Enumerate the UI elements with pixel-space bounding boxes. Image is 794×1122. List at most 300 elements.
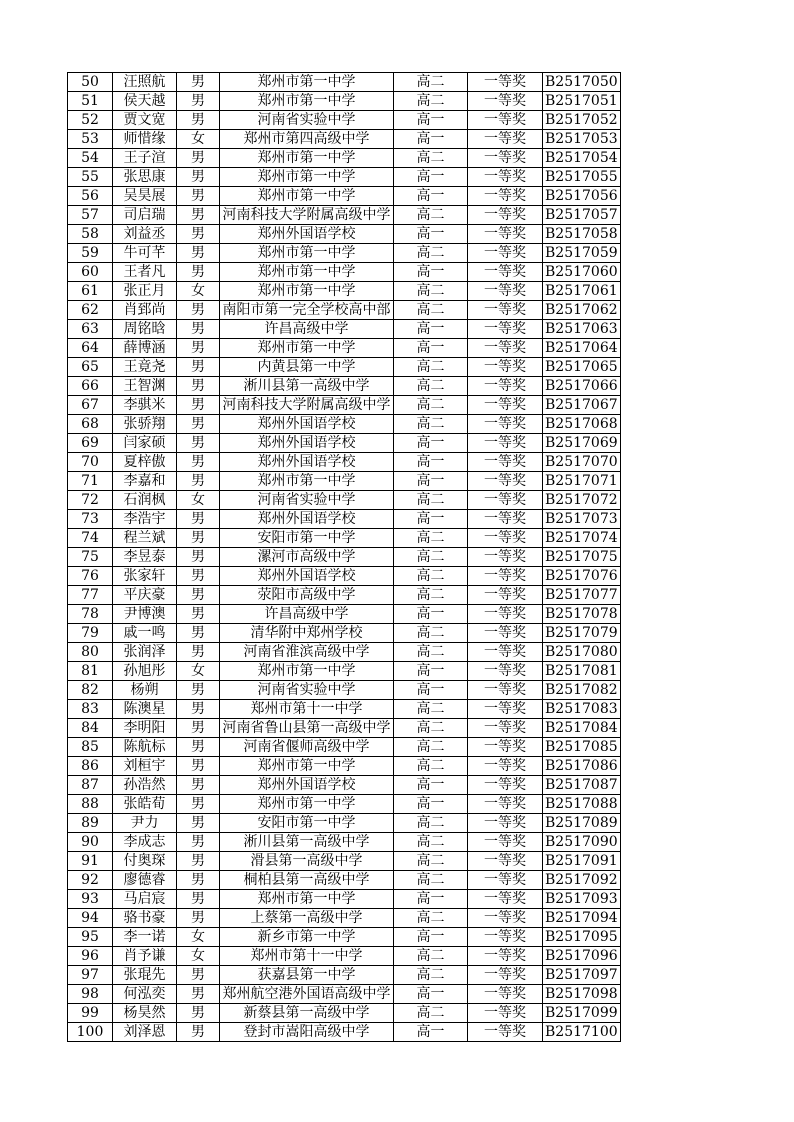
table-row [68,472,621,491]
student-gender-cell: 男 [177,187,220,206]
school-name-cell: 许昌高级中学 [220,320,394,339]
grade-level-cell: 高二 [394,206,468,225]
certificate-code-cell: B2517059 [543,244,621,263]
grade-level-cell: 高二 [394,415,468,434]
certificate-code-cell: B2517061 [543,282,621,301]
student-gender-cell: 女 [177,491,220,510]
student-name-cell: 马启宸 [113,890,177,909]
student-gender-cell: 男 [177,909,220,928]
student-name-cell: 李骐米 [113,396,177,415]
school-name-cell: 南阳市第一完全学校高中部 [220,301,394,320]
certificate-code-cell: B2517053 [543,130,621,149]
grade-level-cell: 高二 [394,491,468,510]
student-name-cell: 杨朔 [113,681,177,700]
award-level-cell: 一等奖 [468,187,543,206]
table-row [68,320,621,339]
school-name-cell: 上蔡第一高级中学 [220,909,394,928]
student-gender-cell: 男 [177,548,220,567]
school-name-cell: 河南省实验中学 [220,681,394,700]
award-level-cell: 一等奖 [468,111,543,130]
table-row [68,149,621,168]
table-row [68,282,621,301]
row-number-cell: 97 [68,966,113,985]
school-name-cell: 郑州外国语学校 [220,225,394,244]
school-name-cell: 淅川县第一高级中学 [220,377,394,396]
certificate-code-cell: B2517100 [543,1023,621,1042]
grade-level-cell: 高二 [394,643,468,662]
student-gender-cell: 男 [177,605,220,624]
certificate-code-cell: B2517089 [543,814,621,833]
certificate-code-cell: B2517095 [543,928,621,947]
student-name-cell: 陈澳星 [113,700,177,719]
certificate-code-cell: B2517060 [543,263,621,282]
table-row [68,833,621,852]
grade-level-cell: 高一 [394,263,468,282]
grade-level-cell: 高二 [394,1004,468,1023]
award-level-cell: 一等奖 [468,700,543,719]
table-row [68,605,621,624]
award-level-cell: 一等奖 [468,814,543,833]
student-name-cell: 刘泽恩 [113,1023,177,1042]
certificate-code-cell: B2517064 [543,339,621,358]
school-name-cell: 郑州市第一中学 [220,73,394,92]
student-name-cell: 孙旭彤 [113,662,177,681]
table-row [68,586,621,605]
student-gender-cell: 男 [177,396,220,415]
row-number-cell: 66 [68,377,113,396]
award-level-cell: 一等奖 [468,890,543,909]
certificate-code-cell: B2517074 [543,529,621,548]
certificate-code-cell: B2517075 [543,548,621,567]
student-gender-cell: 男 [177,358,220,377]
school-name-cell: 河南省实验中学 [220,111,394,130]
school-name-cell: 桐柏县第一高级中学 [220,871,394,890]
table-row [68,491,621,510]
award-level-cell: 一等奖 [468,757,543,776]
student-gender-cell: 男 [177,73,220,92]
student-name-cell: 何泓奕 [113,985,177,1004]
school-name-cell: 安阳市第一中学 [220,814,394,833]
award-level-cell: 一等奖 [468,871,543,890]
award-level-cell: 一等奖 [468,301,543,320]
table-row [68,301,621,320]
row-number-cell: 91 [68,852,113,871]
award-roster-table [67,72,621,1042]
certificate-code-cell: B2517083 [543,700,621,719]
school-name-cell: 郑州市第一中学 [220,472,394,491]
certificate-code-cell: B2517067 [543,396,621,415]
table-row [68,434,621,453]
table-row [68,928,621,947]
certificate-code-cell: B2517091 [543,852,621,871]
student-name-cell: 吴昊展 [113,187,177,206]
grade-level-cell: 高二 [394,871,468,890]
row-number-cell: 86 [68,757,113,776]
row-number-cell: 96 [68,947,113,966]
student-name-cell: 王智渊 [113,377,177,396]
student-gender-cell: 男 [177,301,220,320]
table-row [68,1004,621,1023]
student-name-cell: 尹力 [113,814,177,833]
student-name-cell: 张正月 [113,282,177,301]
certificate-code-cell: B2517081 [543,662,621,681]
grade-level-cell: 高一 [394,472,468,491]
row-number-cell: 98 [68,985,113,1004]
award-level-cell: 一等奖 [468,928,543,947]
grade-level-cell: 高二 [394,947,468,966]
certificate-code-cell: B2517078 [543,605,621,624]
student-name-cell: 孙浩然 [113,776,177,795]
student-name-cell: 张皓荀 [113,795,177,814]
table-row [68,909,621,928]
certificate-code-cell: B2517097 [543,966,621,985]
award-level-cell: 一等奖 [468,985,543,1004]
grade-level-cell: 高二 [394,244,468,263]
row-number-cell: 76 [68,567,113,586]
table-row [68,244,621,263]
award-level-cell: 一等奖 [468,567,543,586]
row-number-cell: 85 [68,738,113,757]
grade-level-cell: 高二 [394,92,468,111]
grade-level-cell: 高一 [394,662,468,681]
school-name-cell: 河南科技大学附属高级中学 [220,396,394,415]
table-row [68,624,621,643]
student-gender-cell: 男 [177,320,220,339]
student-gender-cell: 男 [177,833,220,852]
grade-level-cell: 高二 [394,358,468,377]
table-row [68,377,621,396]
student-name-cell: 杨昊然 [113,1004,177,1023]
table-row [68,738,621,757]
award-roster-body [68,73,621,1042]
award-level-cell: 一等奖 [468,795,543,814]
student-gender-cell: 男 [177,586,220,605]
table-row [68,966,621,985]
row-number-cell: 70 [68,453,113,472]
row-number-cell: 88 [68,795,113,814]
student-gender-cell: 男 [177,719,220,738]
award-level-cell: 一等奖 [468,149,543,168]
student-gender-cell: 男 [177,890,220,909]
certificate-code-cell: B2517068 [543,415,621,434]
certificate-code-cell: B2517065 [543,358,621,377]
student-name-cell: 师惜缘 [113,130,177,149]
student-gender-cell: 男 [177,92,220,111]
grade-level-cell: 高一 [394,187,468,206]
student-gender-cell: 男 [177,814,220,833]
grade-level-cell: 高二 [394,833,468,852]
award-level-cell: 一等奖 [468,1004,543,1023]
certificate-code-cell: B2517056 [543,187,621,206]
student-name-cell: 薛博涵 [113,339,177,358]
table-row [68,947,621,966]
award-level-cell: 一等奖 [468,358,543,377]
row-number-cell: 63 [68,320,113,339]
school-name-cell: 河南省偃师高级中学 [220,738,394,757]
student-name-cell: 牛可芊 [113,244,177,263]
student-name-cell: 王竟尧 [113,358,177,377]
certificate-code-cell: B2517054 [543,149,621,168]
grade-level-cell: 高一 [394,339,468,358]
award-level-cell: 一等奖 [468,681,543,700]
award-level-cell: 一等奖 [468,643,543,662]
grade-level-cell: 高二 [394,548,468,567]
row-number-cell: 62 [68,301,113,320]
student-gender-cell: 女 [177,282,220,301]
row-number-cell: 82 [68,681,113,700]
student-gender-cell: 男 [177,529,220,548]
student-name-cell: 司启瑞 [113,206,177,225]
table-row [68,339,621,358]
school-name-cell: 郑州市第一中学 [220,282,394,301]
student-gender-cell: 女 [177,947,220,966]
grade-level-cell: 高二 [394,966,468,985]
award-level-cell: 一等奖 [468,263,543,282]
school-name-cell: 登封市嵩阳高级中学 [220,1023,394,1042]
award-level-cell: 一等奖 [468,833,543,852]
student-gender-cell: 男 [177,377,220,396]
table-row [68,168,621,187]
school-name-cell: 淅川县第一高级中学 [220,833,394,852]
school-name-cell: 滑县第一高级中学 [220,852,394,871]
table-row [68,187,621,206]
certificate-code-cell: B2517079 [543,624,621,643]
row-number-cell: 83 [68,700,113,719]
grade-level-cell: 高二 [394,529,468,548]
certificate-code-cell: B2517076 [543,567,621,586]
school-name-cell: 郑州航空港外国语高级中学 [220,985,394,1004]
row-number-cell: 79 [68,624,113,643]
row-number-cell: 58 [68,225,113,244]
student-gender-cell: 男 [177,966,220,985]
student-gender-cell: 男 [177,776,220,795]
table-row [68,73,621,92]
student-gender-cell: 男 [177,225,220,244]
student-name-cell: 程兰斌 [113,529,177,548]
table-row [68,263,621,282]
certificate-code-cell: B2517099 [543,1004,621,1023]
school-name-cell: 郑州市第十一中学 [220,947,394,966]
student-gender-cell: 男 [177,434,220,453]
row-number-cell: 93 [68,890,113,909]
student-gender-cell: 男 [177,339,220,358]
grade-level-cell: 高二 [394,700,468,719]
row-number-cell: 75 [68,548,113,567]
row-number-cell: 77 [68,586,113,605]
grade-level-cell: 高二 [394,852,468,871]
grade-level-cell: 高一 [394,168,468,187]
row-number-cell: 95 [68,928,113,947]
school-name-cell: 河南省淮滨高级中学 [220,643,394,662]
row-number-cell: 57 [68,206,113,225]
grade-level-cell: 高二 [394,586,468,605]
school-name-cell: 郑州市第一中学 [220,339,394,358]
student-name-cell: 廖德睿 [113,871,177,890]
table-row [68,92,621,111]
table-row [68,415,621,434]
certificate-code-cell: B2517052 [543,111,621,130]
row-number-cell: 92 [68,871,113,890]
student-name-cell: 陈航标 [113,738,177,757]
award-level-cell: 一等奖 [468,434,543,453]
row-number-cell: 84 [68,719,113,738]
certificate-code-cell: B2517092 [543,871,621,890]
row-number-cell: 60 [68,263,113,282]
student-name-cell: 贾文宽 [113,111,177,130]
grade-level-cell: 高二 [394,396,468,415]
student-gender-cell: 男 [177,624,220,643]
table-row [68,396,621,415]
certificate-code-cell: B2517084 [543,719,621,738]
table-row [68,510,621,529]
row-number-cell: 52 [68,111,113,130]
student-name-cell: 闫家硕 [113,434,177,453]
award-level-cell: 一等奖 [468,491,543,510]
award-level-cell: 一等奖 [468,852,543,871]
school-name-cell: 郑州外国语学校 [220,453,394,472]
school-name-cell: 郑州市第一中学 [220,187,394,206]
certificate-code-cell: B2517071 [543,472,621,491]
grade-level-cell: 高二 [394,757,468,776]
student-gender-cell: 女 [177,662,220,681]
table-row [68,871,621,890]
certificate-code-cell: B2517050 [543,73,621,92]
award-level-cell: 一等奖 [468,73,543,92]
award-level-cell: 一等奖 [468,510,543,529]
certificate-code-cell: B2517066 [543,377,621,396]
row-number-cell: 51 [68,92,113,111]
row-number-cell: 80 [68,643,113,662]
student-name-cell: 李明阳 [113,719,177,738]
grade-level-cell: 高一 [394,111,468,130]
school-name-cell: 郑州外国语学校 [220,567,394,586]
student-name-cell: 张润泽 [113,643,177,662]
award-level-cell: 一等奖 [468,377,543,396]
table-row [68,529,621,548]
student-name-cell: 肖郅尚 [113,301,177,320]
school-name-cell: 郑州市第一中学 [220,890,394,909]
certificate-code-cell: B2517085 [543,738,621,757]
certificate-code-cell: B2517088 [543,795,621,814]
certificate-code-cell: B2517058 [543,225,621,244]
award-level-cell: 一等奖 [468,472,543,491]
award-level-cell: 一等奖 [468,415,543,434]
row-number-cell: 54 [68,149,113,168]
grade-level-cell: 高二 [394,149,468,168]
table-row [68,795,621,814]
table-row [68,662,621,681]
grade-level-cell: 高一 [394,605,468,624]
school-name-cell: 郑州外国语学校 [220,776,394,795]
award-level-cell: 一等奖 [468,453,543,472]
row-number-cell: 69 [68,434,113,453]
student-name-cell: 李昱泰 [113,548,177,567]
student-name-cell: 王者凡 [113,263,177,282]
student-name-cell: 平庆豪 [113,586,177,605]
award-level-cell: 一等奖 [468,909,543,928]
table-row [68,719,621,738]
student-name-cell: 李浩宇 [113,510,177,529]
student-gender-cell: 男 [177,206,220,225]
student-name-cell: 张骄翔 [113,415,177,434]
certificate-code-cell: B2517082 [543,681,621,700]
table-row [68,681,621,700]
student-name-cell: 付奥琛 [113,852,177,871]
student-gender-cell: 男 [177,472,220,491]
school-name-cell: 安阳市第一中学 [220,529,394,548]
grade-level-cell: 高二 [394,719,468,738]
table-row [68,776,621,795]
certificate-code-cell: B2517098 [543,985,621,1004]
student-gender-cell: 男 [177,415,220,434]
certificate-code-cell: B2517073 [543,510,621,529]
student-name-cell: 骆书豪 [113,909,177,928]
school-name-cell: 新蔡县第一高级中学 [220,1004,394,1023]
student-gender-cell: 男 [177,1023,220,1042]
certificate-code-cell: B2517077 [543,586,621,605]
student-gender-cell: 男 [177,852,220,871]
row-number-cell: 73 [68,510,113,529]
award-level-cell: 一等奖 [468,624,543,643]
table-row [68,890,621,909]
award-level-cell: 一等奖 [468,738,543,757]
grade-level-cell: 高一 [394,320,468,339]
award-level-cell: 一等奖 [468,396,543,415]
award-level-cell: 一等奖 [468,320,543,339]
school-name-cell: 郑州市第一中学 [220,757,394,776]
grade-level-cell: 高一 [394,225,468,244]
student-name-cell: 夏梓傲 [113,453,177,472]
grade-level-cell: 高一 [394,681,468,700]
row-number-cell: 100 [68,1023,113,1042]
award-level-cell: 一等奖 [468,339,543,358]
grade-level-cell: 高一 [394,795,468,814]
student-gender-cell: 男 [177,244,220,263]
grade-level-cell: 高二 [394,282,468,301]
award-level-cell: 一等奖 [468,662,543,681]
award-level-cell: 一等奖 [468,92,543,111]
grade-level-cell: 高一 [394,510,468,529]
school-name-cell: 获嘉县第一中学 [220,966,394,985]
school-name-cell: 郑州市第一中学 [220,168,394,187]
school-name-cell: 河南科技大学附属高级中学 [220,206,394,225]
grade-level-cell: 高二 [394,301,468,320]
row-number-cell: 50 [68,73,113,92]
school-name-cell: 清华附中郑州学校 [220,624,394,643]
student-name-cell: 周铭晗 [113,320,177,339]
student-gender-cell: 男 [177,985,220,1004]
student-gender-cell: 男 [177,168,220,187]
student-name-cell: 李一诺 [113,928,177,947]
student-gender-cell: 男 [177,757,220,776]
award-level-cell: 一等奖 [468,947,543,966]
award-level-cell: 一等奖 [468,529,543,548]
grade-level-cell: 高二 [394,73,468,92]
grade-level-cell: 高二 [394,738,468,757]
row-number-cell: 99 [68,1004,113,1023]
row-number-cell: 53 [68,130,113,149]
certificate-code-cell: B2517093 [543,890,621,909]
row-number-cell: 74 [68,529,113,548]
school-name-cell: 郑州外国语学校 [220,415,394,434]
student-name-cell: 戚一鸣 [113,624,177,643]
row-number-cell: 94 [68,909,113,928]
table-row [68,130,621,149]
table-row [68,757,621,776]
award-level-cell: 一等奖 [468,548,543,567]
student-gender-cell: 男 [177,795,220,814]
certificate-code-cell: B2517051 [543,92,621,111]
